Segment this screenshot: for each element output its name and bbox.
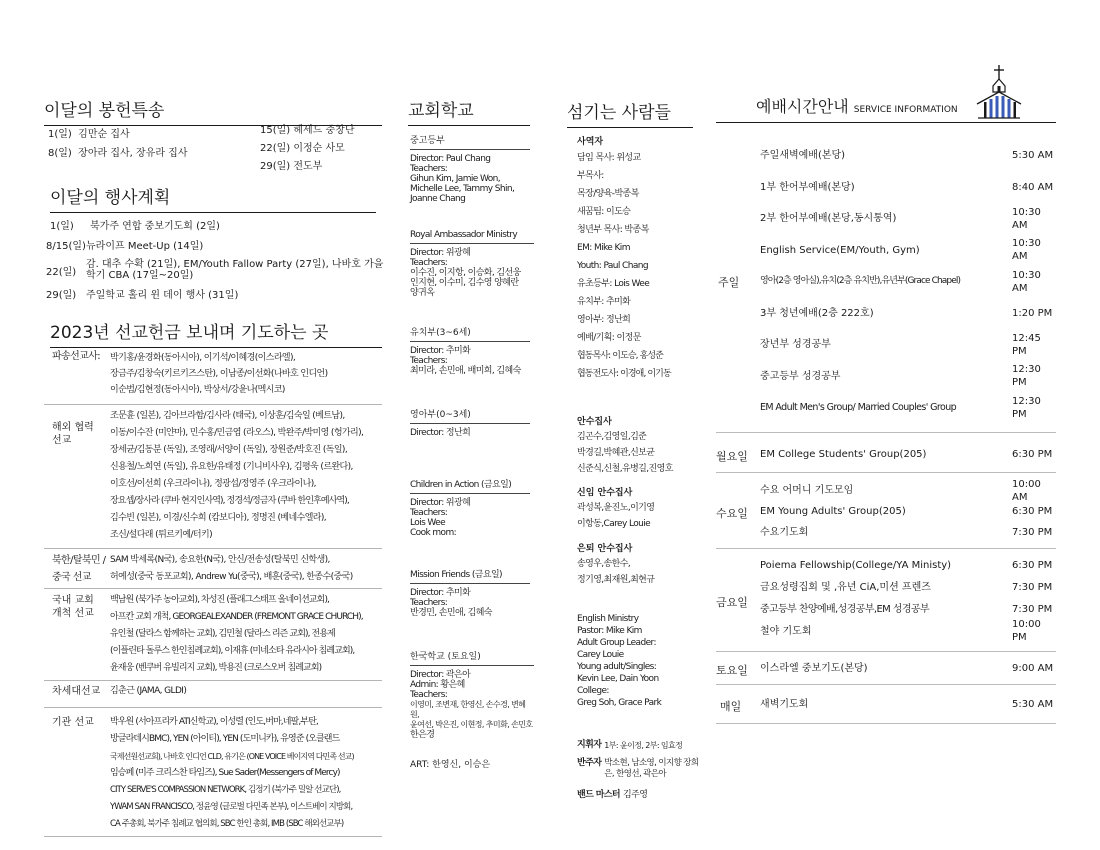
service-group-daily — [716, 690, 1056, 720]
pastor-line: EM: Mike Kim — [577, 243, 630, 253]
school-art: ART: 한영신, 이승은 — [410, 760, 491, 770]
service-item — [760, 235, 1056, 267]
conductor-head: 지휘자 — [577, 740, 602, 750]
service-item-time: 9:00 AM — [1012, 663, 1054, 674]
pastor-lines — [577, 149, 697, 383]
service-item-name: 3부 청년예배(2층 222호) — [760, 307, 874, 319]
pastor-line: 협동목사: 이도승, 홍성준 — [577, 351, 663, 361]
school-line: 반경민, 손민애, 김혜숙 — [410, 608, 492, 618]
service-item-time: 7:30 PM — [1012, 603, 1053, 615]
service-item-time: 10:00 PM — [1012, 619, 1041, 643]
new-deacon-lines — [577, 500, 697, 532]
service-item — [760, 662, 1056, 675]
school-line: Director: 추미화 — [410, 588, 471, 598]
school-section — [410, 230, 534, 298]
school-section — [410, 652, 534, 740]
retired-deacon-head: 은퇴 안수집사 — [577, 544, 633, 554]
service-item-name: 영아(2층 영아실),유치(2층 유치반),유년부(Grace Chapel) — [760, 276, 961, 287]
english-line: College: — [577, 686, 609, 696]
pastor-line: Youth: Paul Chang — [577, 261, 648, 271]
missions-table — [44, 348, 382, 837]
english-line: Greg Soh, Grace Park — [577, 698, 662, 708]
school-section-name: 영아부(0~3세) — [410, 410, 530, 424]
mission-line: 백남원 (북가주 농아교회), 차성진 (플래그스태프 올네이션교회), — [110, 595, 330, 605]
school-section-name: 중고등부 — [410, 136, 530, 150]
service-item-name: EM College Students' Group(205) — [760, 449, 927, 460]
event-item — [46, 289, 238, 302]
pastor-line: 담임 목사: 위성교 — [577, 153, 641, 163]
event-date: 22(일) — [46, 267, 77, 278]
school-lines — [410, 154, 530, 204]
mission-line: 장세균/김동분 (독일), 조영래/서양이 (독일), 장원준/박호진 (독일), — [110, 445, 348, 455]
events-title: 이달의 행사계획 — [50, 183, 376, 213]
new-deacon-line: 이항동,Carey Louie — [577, 519, 651, 529]
mission-line: 방글라데시BMC), YEN (아이티), YEN (도미니카), 유영준 (오클랜드 — [110, 734, 340, 744]
mission-row — [44, 589, 382, 681]
accompanist-line — [577, 758, 701, 780]
service-item-name: 수요기도회 — [760, 527, 809, 538]
new-deacon-head: 신임 안수집사 — [577, 488, 633, 498]
offerings-left-2: 8(일) 장아라 집사, 장유라 집사 — [48, 148, 188, 159]
events-section — [46, 183, 384, 301]
servants-title: 섬기는 사람들 — [567, 98, 693, 128]
school-line: Teachers: — [410, 598, 448, 608]
school-line: Director: Paul Chang — [410, 154, 491, 164]
mission-lines — [110, 552, 353, 588]
pastor-line: 목장/양육-박종복 — [577, 189, 639, 199]
school-section-name: 한국학교 (토요일) — [410, 652, 534, 666]
mission-line: 허예성(중국 동포교회), Andrew Yu(중국), 배훈(중국), 한종수(중국) — [110, 572, 353, 582]
mission-line: 장금주/김창숙(키르키즈스탄), 이남종/이선화(나바호 인디언) — [110, 369, 328, 379]
service-item-name: 금요성령집회 및 ,유년 CiA,미션 프렌즈 — [760, 581, 931, 593]
mission-row — [44, 708, 382, 837]
service-item-time: 10:30 AM — [1012, 238, 1041, 263]
service-item — [760, 266, 1056, 298]
offerings-title: 이달의 봉헌특송 — [44, 96, 382, 126]
service-item — [760, 392, 1056, 424]
deacon-lines — [577, 429, 697, 477]
school-section — [410, 410, 530, 438]
service-item-time: 8:40 AM — [1012, 181, 1054, 193]
service-item — [760, 140, 1056, 172]
offerings-right-1: 15(일) 헤세드 중창단 — [260, 125, 355, 136]
english-line: English Ministry — [577, 614, 639, 624]
mission-line: 유인철 (달라스 함께하는 교회), 김민철 (달라스 리즌 교회), 전용제 — [110, 629, 335, 639]
pastor-line: 부목사: — [577, 171, 604, 181]
service-item-name: 장년부 성경공부 — [760, 339, 831, 351]
event-item — [46, 240, 203, 253]
school-section — [410, 136, 530, 204]
service-day-label: 금요일 — [716, 596, 748, 609]
church-icon — [974, 64, 1024, 120]
service-item-name: 중고등부 성경공부 — [760, 370, 841, 382]
mission-line: CA 주총회, 북가주 침례교 협의회, SBC 한인 총회, IMB (SBC 해외선교부) — [110, 819, 344, 829]
mission-line: 이순범/김현정(동아시아), 박상서/강윤나(멕시코) — [110, 385, 285, 395]
english-line: Adult Group Leader: — [577, 638, 656, 648]
retired-deacon-line: 정기영,최재원,최현규 — [577, 575, 655, 585]
service-items — [760, 480, 1056, 543]
mission-lines — [110, 592, 363, 680]
school-lines — [410, 670, 534, 740]
pastor-line: 유치부: 추미화 — [577, 297, 631, 307]
service-item — [760, 361, 1056, 393]
school-section-name: Royal Ambassador Ministry — [410, 230, 534, 244]
school-line: 이수진, 이지항, 이승화, 김선웅 — [410, 268, 521, 278]
service-divider — [716, 723, 1056, 724]
school-line: Director: 위광혜 — [410, 248, 471, 258]
service-item — [760, 554, 1056, 576]
service-title: 예배시간안내 — [756, 97, 849, 116]
school-line: 최미라, 손민애, 배미희, 김혜숙 — [410, 366, 521, 376]
mission-line: 아프칸 교회 개척, GEORGEALEXANDER (FREMONT GRACE CHURCH), — [110, 612, 363, 622]
deacon-section — [577, 417, 697, 477]
service-item — [760, 329, 1056, 361]
service-item-name: EM Adult Men's Group/ Married Couples' Group — [760, 402, 957, 414]
service-divider — [716, 651, 1056, 652]
conductor-line — [577, 740, 701, 751]
school-line: Admin: 황은혜 — [410, 680, 465, 690]
service-item-time: 10:30 AM — [1012, 269, 1041, 294]
school-line: Teachers: — [410, 356, 448, 366]
service-subtitle: SERVICE INFORMATION — [853, 105, 958, 115]
pastor-head: 사역자 — [577, 137, 604, 147]
service-item-time: 5:30 AM — [1012, 699, 1054, 710]
deacon-head: 안수집사 — [577, 417, 612, 427]
service-item-name: 수요 어머니 기도모임 — [760, 485, 854, 496]
mission-line: 박기홍/윤경화(동아시아), 이기석/이혜경(이스라엘), — [110, 353, 296, 363]
school-lines — [410, 248, 534, 298]
event-text: 뉴라이프 Meet-Up (14일) — [86, 241, 204, 252]
mission-label: 파송선교사: — [52, 351, 101, 362]
english-line: Young adult/Singles: — [577, 662, 657, 672]
mission-line: 이동/이수잔 (미얀마), 민수홍/민금엽 (라오스), 박완주/박미영 (헝가리), — [110, 428, 364, 438]
event-date: 29(일) — [46, 290, 77, 301]
school-lines — [410, 588, 530, 618]
deacon-line: 박경길,박혜관,신보균 — [577, 448, 655, 458]
mission-line: 장요셉/장사라 (쿠바 현지인사역), 정경석/정금자 (쿠바 한인후예사역), — [110, 496, 349, 506]
event-item — [50, 220, 220, 233]
service-title-row — [756, 94, 958, 117]
service-item — [760, 576, 1056, 598]
service-item-name: 2부 한어부예배(본당,동시통역) — [760, 213, 897, 225]
service-day-label: 주일 — [718, 276, 740, 289]
retired-deacon-lines — [577, 556, 697, 588]
mission-line: 이호선/이선희 (우크라이나), 정광섭/정영주 (우크라이나), — [110, 479, 316, 489]
school-section — [410, 570, 530, 618]
event-text: 감. 대추 수확 (21일), EM/Youth Fallow Party (27일), 나바호 가을 학기 CBA (17일~20일) — [86, 259, 384, 281]
service-item-time: 7:30 PM — [1012, 527, 1053, 538]
mission-line: SAM 박세록(N국), 송요한(N국), 안신/전송성(탈북민 신학생), — [110, 555, 330, 565]
service-item-name: 중고등부 찬양예배,성경공부,EM 성경공부 — [760, 603, 930, 615]
deacon-line: 김곤수,김영일,김준 — [577, 432, 647, 442]
mission-line: 신용철/노희연 (독일), 유요한/유태정 (기니비사우), 김평욱 (르완다), — [110, 462, 353, 472]
event-date: 8/15(일) — [46, 241, 86, 252]
mission-label: 해외 협력 선교 — [52, 422, 94, 446]
school-line: Director: 위광혜 — [410, 498, 471, 508]
mission-line: 국제선원선교회), 나바호 인디언 CLD, 유기은 (ONE VOICE 베이지역 다민족 선교) — [110, 752, 354, 761]
mission-row — [44, 405, 382, 549]
school-lines — [410, 428, 530, 438]
service-group-sunday — [716, 140, 1056, 433]
mission-line: (이플린타 돌루스 한인침례교회), 이재휴 (미네소타 유라시아 침례교회), — [110, 646, 355, 656]
service-item-name: 새벽기도회 — [760, 699, 809, 710]
service-item-time: 7:30 PM — [1012, 581, 1053, 593]
mission-lines — [110, 350, 328, 404]
service-item — [760, 598, 1056, 620]
school-line: 양귀옥 — [410, 288, 435, 298]
school-lines — [410, 498, 530, 538]
missions-title: 2023년 선교헌금 보내며 기도하는 곳 — [50, 318, 382, 348]
school-line: 한은경 — [410, 730, 435, 740]
school-title-wrap — [408, 96, 530, 126]
offerings-right-2: 22(일) 이정순 사모 — [260, 143, 345, 154]
band-master-line — [577, 790, 701, 801]
pastor-line: 유초등부: Lois Wee — [577, 279, 650, 289]
mission-line: 김수빈 (일본), 이경/신수희 (캄보디아), 정명진 (베네수엘라), — [110, 513, 327, 523]
service-item — [760, 448, 1056, 461]
service-item — [760, 501, 1056, 522]
school-line: 이영미, 조변재, 한영신, 손수경, 변혜원, — [410, 700, 526, 719]
service-divider — [716, 472, 1056, 473]
service-item-name: 이스라엘 중보기도(본당) — [760, 663, 868, 674]
mission-line: 윤재웅 (벤쿠버 유빌리지 교회), 박용진 (크로스오버 침례교회) — [110, 663, 322, 673]
pastor-line: 영아부: 정난희 — [577, 315, 631, 325]
service-header-rule — [716, 122, 1056, 123]
mission-label: 기관 선교 — [52, 717, 94, 728]
service-item-time: 10:30 AM — [1012, 206, 1041, 231]
school-line: Director: 정난희 — [410, 428, 471, 438]
school-line: Teachers: — [410, 258, 448, 268]
mission-line: 임승페 (미주 크리스찬 타임즈), Sue Sader(Messengers of Mercy) — [110, 768, 340, 778]
service-item-time: 6:30 PM — [1012, 449, 1053, 460]
mission-line: CITY SERVE'S COMPASSION NETWORK, 김정기 (북가주 밀알 선교단), — [110, 785, 341, 795]
service-group-friday — [716, 554, 1056, 646]
service-item-name: English Service(EM/Youth, Gym) — [760, 244, 920, 256]
school-lines — [410, 346, 530, 376]
service-group-wednesday — [716, 480, 1056, 544]
event-text: 북가주 연합 중보기도회 (2일) — [90, 221, 220, 232]
service-item-time: 12:45 PM — [1012, 332, 1041, 357]
event-text: 주일학교 홀리 윈 데이 행사 (31일) — [86, 290, 239, 301]
service-item-time: 5:30 AM — [1012, 150, 1054, 162]
retired-deacon-section — [577, 544, 697, 588]
school-section-name: Children in Action (금요일) — [410, 480, 530, 494]
service-group-monday — [716, 440, 1056, 470]
school-section-name: Mission Friends (금요일) — [410, 570, 530, 584]
pastor-line: 예배/기획: 이정문 — [577, 333, 641, 343]
english-line: Pastor: Mike Kim — [577, 626, 642, 636]
service-item-name: 주일새벽예배(본당) — [760, 150, 846, 162]
service-day-label: 토요일 — [716, 664, 748, 677]
mission-line: YWAM SAN FRANCISCO, 정윤영 (글로벌 다민족 본부), 이스트베이 지방회, — [110, 802, 353, 812]
mission-row — [44, 549, 382, 589]
service-item-time: 6:30 PM — [1012, 506, 1053, 517]
service-item — [760, 620, 1056, 642]
service-item — [760, 698, 1056, 711]
new-deacon-line: 곽성복,윤진노,이기영 — [577, 503, 655, 513]
new-deacon-section — [577, 488, 697, 532]
event-date: 1(일) — [50, 221, 74, 232]
deacon-line: 신준식,신철,유병길,진영호 — [577, 464, 673, 474]
mission-line: 조문휸 (일본), 김아브라함/김사라 (태국), 이상훈/김숙일 (베트남), — [110, 411, 345, 421]
mission-line: 박우원 (서아프리카 ATI신학교), 이성렬 (인도,버마,네팔,부탄, — [110, 717, 318, 727]
service-items — [760, 140, 1056, 424]
offerings-section — [44, 96, 382, 172]
service-divider — [716, 548, 1056, 549]
school-line: 인지현, 이수미, 김수영 양혜란 — [410, 278, 519, 288]
service-item-name: EM Young Adults' Group(205) — [760, 506, 906, 517]
service-item-time: 1:20 PM — [1012, 307, 1053, 319]
mission-lines — [110, 714, 354, 836]
service-item-name: Poiema Fellowship(College/YA Ministy) — [760, 559, 952, 571]
service-day-label: 매일 — [720, 700, 742, 713]
service-item-time: 6:30 PM — [1012, 559, 1053, 571]
english-ministry-section — [577, 613, 697, 709]
mission-line: 김춘근 (JAMA, GLDI) — [110, 686, 187, 696]
english-line: Kevin Lee, Dain Yoon — [577, 674, 659, 684]
accompanist-head: 반주자 — [577, 758, 602, 768]
service-item — [760, 480, 1056, 501]
pastor-line: 협동전도사: 이경애, 이기동 — [577, 369, 671, 379]
band-master-head: 밴드 마스터 — [577, 790, 621, 800]
missions-section — [50, 318, 382, 348]
school-section-name: 유치부(3~6세) — [410, 328, 530, 342]
school-title: 교회학교 — [408, 96, 530, 126]
offerings-left-1: 1(일) 김만순 집사 — [48, 129, 130, 140]
service-day-label: 월요일 — [716, 450, 748, 463]
accompanist-text: 박소현, 남소영, 이지향 장희은, 한영선, 곽은아 — [604, 758, 699, 779]
service-item — [760, 298, 1056, 330]
service-divider — [716, 432, 1056, 433]
servants-title-wrap — [567, 98, 693, 128]
service-item-time: 12:30 PM — [1012, 395, 1041, 420]
offerings-right-3: 29(일) 전도부 — [260, 161, 323, 172]
school-section — [410, 480, 530, 538]
mission-label: 차세대선교 — [52, 686, 101, 697]
school-line: Director: 곽은아 — [410, 670, 471, 680]
school-section — [410, 328, 530, 376]
mission-lines — [110, 685, 186, 707]
english-lines — [577, 613, 697, 709]
school-line: Teachers: — [410, 690, 448, 700]
service-item-name: 1부 한어부예배(본당) — [760, 181, 855, 193]
mission-label: 국내 교회 개척 선교 — [52, 595, 94, 619]
english-line: Carey Louie — [577, 650, 624, 660]
school-line: Director: 추미화 — [410, 346, 471, 356]
school-line: 윤여선, 박은진, 이현정, 추미화, 손민호 — [410, 720, 533, 729]
retired-deacon-line: 송영우,송한수, — [577, 559, 631, 569]
pastor-line: 청년부 목사: 박종복 — [577, 225, 649, 235]
mission-row — [44, 681, 382, 708]
service-item-time: 12:30 PM — [1012, 364, 1041, 389]
pastor-line: 새꿈팀: 이도승 — [577, 207, 631, 217]
school-line: Michelle Lee, Tammy Shin, — [410, 184, 515, 194]
service-item-name: 철야 기도회 — [760, 625, 812, 637]
mission-label: 북한/탈북민 /중국 선교 — [52, 555, 106, 583]
school-line: Gihun Kim, Jamie Won, — [410, 174, 501, 184]
school-line: Cook mom: — [410, 528, 457, 538]
service-day-label: 수요일 — [716, 507, 748, 520]
service-item — [760, 522, 1056, 543]
school-line: Lois Wee — [410, 518, 446, 528]
service-divider — [716, 684, 1056, 685]
band-master-text: 김주영 — [623, 790, 648, 800]
conductor-text: 1부: 윤이정, 2부: 임효정 — [604, 741, 683, 750]
service-items — [760, 554, 1056, 642]
service-item-time: 10:00 AM — [1012, 478, 1041, 503]
service-item — [760, 203, 1056, 235]
event-item — [46, 259, 386, 281]
mission-lines — [110, 408, 363, 548]
school-line: Teachers: — [410, 164, 448, 174]
pastor-section — [577, 137, 697, 383]
service-item — [760, 172, 1056, 204]
school-line: Joanne Chang — [410, 194, 466, 204]
school-line: Teachers: — [410, 508, 448, 518]
mission-row — [44, 348, 382, 405]
service-header — [716, 64, 1056, 124]
mission-line: 조신/설다래 (튀르키예/터키) — [110, 530, 212, 540]
